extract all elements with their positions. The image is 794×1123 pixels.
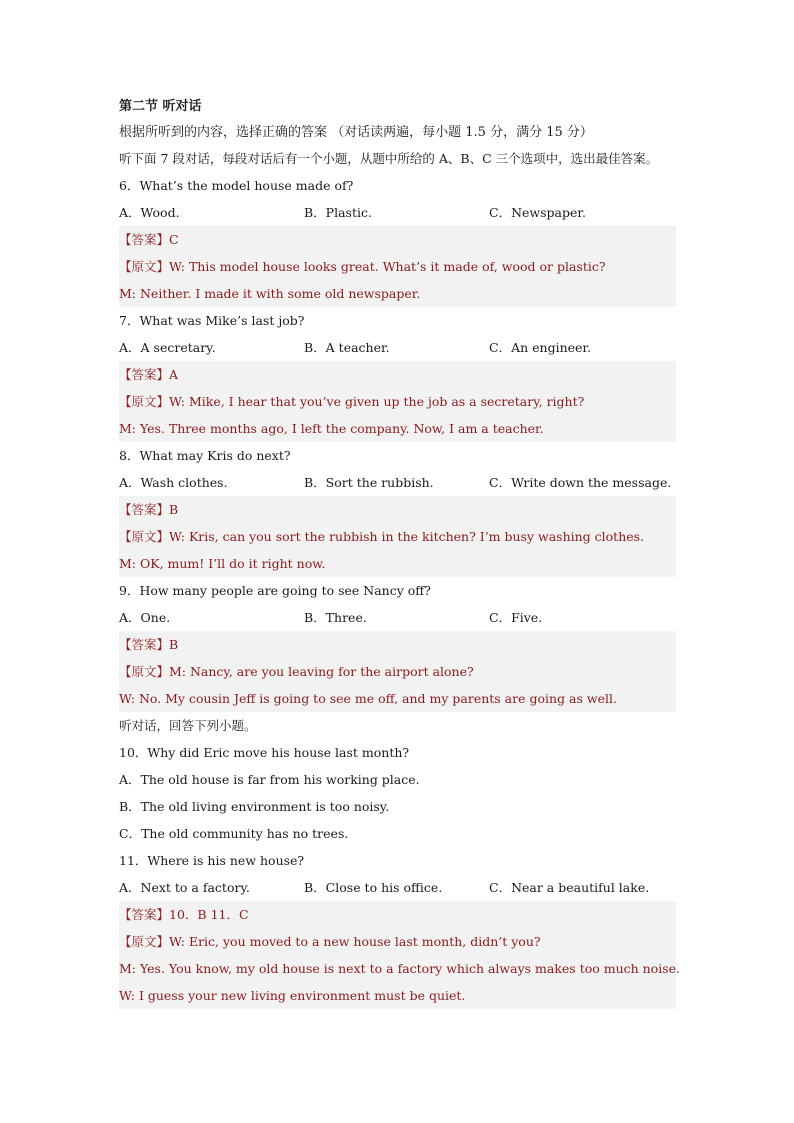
answer-line: 【答案】B xyxy=(119,637,179,652)
option-c: C．An engineer. xyxy=(489,340,591,355)
option-b: B．Sort the rubbish. xyxy=(304,475,434,490)
option-c: C．Write down the message. xyxy=(489,475,672,490)
question-11-options xyxy=(119,874,676,901)
transcript-line: 【原文】M: Nancy, are you leaving for the airport alone? xyxy=(119,664,474,679)
transcript-line: M: Yes. You know, my old house is next to a factory which always makes too much noise. xyxy=(119,961,681,976)
transcript-line: 【原文】W: Mike, I hear that you’ve given up the job as a secretary, right? xyxy=(119,394,585,409)
group-instruction: 听对话，回答下列小题。 xyxy=(119,718,257,733)
option-c: C．Five. xyxy=(489,610,543,625)
transcript-line: 【原文】W: Kris, can you sort the rubbish in the kitchen? I’m busy washing clothes. xyxy=(119,529,645,544)
question-7-options xyxy=(119,334,676,361)
question-9-answer-box xyxy=(119,631,676,712)
answer-line: 【答案】C xyxy=(119,232,179,247)
question-10: 10．Why did Eric move his house last month? xyxy=(119,745,410,760)
option-c: C．The old community has no trees. xyxy=(119,826,349,841)
question-9: 9．How many people are going to see Nancy off? xyxy=(119,583,431,598)
question-11: 11．Where is his new house? xyxy=(119,853,305,868)
option-a: A．The old house is far from his working place. xyxy=(119,772,420,787)
option-c: C．Newspaper. xyxy=(489,205,586,220)
question-6-answer-box xyxy=(119,226,676,307)
question-6: 6．What’s the model house made of? xyxy=(119,178,354,193)
option-a: A．A secretary. xyxy=(119,340,216,355)
section-title-rest: 根据所听到的内容，选择正确的答案 （对话读两遍，每小题 1.5 分，满分 15 分） xyxy=(119,125,593,140)
option-b: B．Plastic. xyxy=(304,205,372,220)
transcript-line: M: Neither. I made it with some old newspaper. xyxy=(119,286,421,301)
option-a: A．Wood. xyxy=(119,205,180,220)
exam-page xyxy=(119,94,681,1009)
question-7: 7．What was Mike’s last job? xyxy=(119,313,305,328)
question-8-answer-box xyxy=(119,496,676,577)
option-a: A．One. xyxy=(119,610,171,625)
option-b: B．Three. xyxy=(304,610,367,625)
section-title-bold: 第二节 听对话 xyxy=(119,99,202,114)
question-10-11-answer-box xyxy=(119,901,681,1009)
answer-line: 【答案】A xyxy=(119,367,179,382)
option-c: C．Near a beautiful lake. xyxy=(489,880,650,895)
option-b: B．The old living environment is too noisy. xyxy=(119,799,390,814)
question-9-options xyxy=(119,604,676,631)
option-a: A．Next to a factory. xyxy=(119,880,250,895)
transcript-line: W: I guess your new living environment must be quiet. xyxy=(119,988,466,1003)
transcript-line: W: No. My cousin Jeff is going to see me off, and my parents are going as well. xyxy=(119,691,617,706)
question-6-options xyxy=(119,199,676,226)
answer-line: 【答案】B xyxy=(119,502,179,517)
transcript-line: 【原文】W: This model house looks great. What’s it made of, wood or plastic? xyxy=(119,259,606,274)
option-b: B．Close to his office. xyxy=(304,880,443,895)
question-8: 8．What may Kris do next? xyxy=(119,448,291,463)
transcript-line: M: Yes. Three months ago, I left the company. Now, I am a teacher. xyxy=(119,421,544,436)
section-heading xyxy=(119,94,676,146)
question-8-options xyxy=(119,469,676,496)
answer-line: 【答案】10．B 11．C xyxy=(119,907,249,922)
transcript-line: 【原文】W: Eric, you moved to a new house last month, didn’t you? xyxy=(119,934,541,949)
option-a: A．Wash clothes. xyxy=(119,475,228,490)
transcript-line: M: OK, mum! I’ll do it right now. xyxy=(119,556,326,571)
option-b: B．A teacher. xyxy=(304,340,390,355)
question-7-answer-box xyxy=(119,361,676,442)
section-instruction: 听下面 7 段对话，每段对话后有一个小题，从题中所给的 A、B、C 三个选项中，选出最佳答案。 xyxy=(119,151,659,166)
